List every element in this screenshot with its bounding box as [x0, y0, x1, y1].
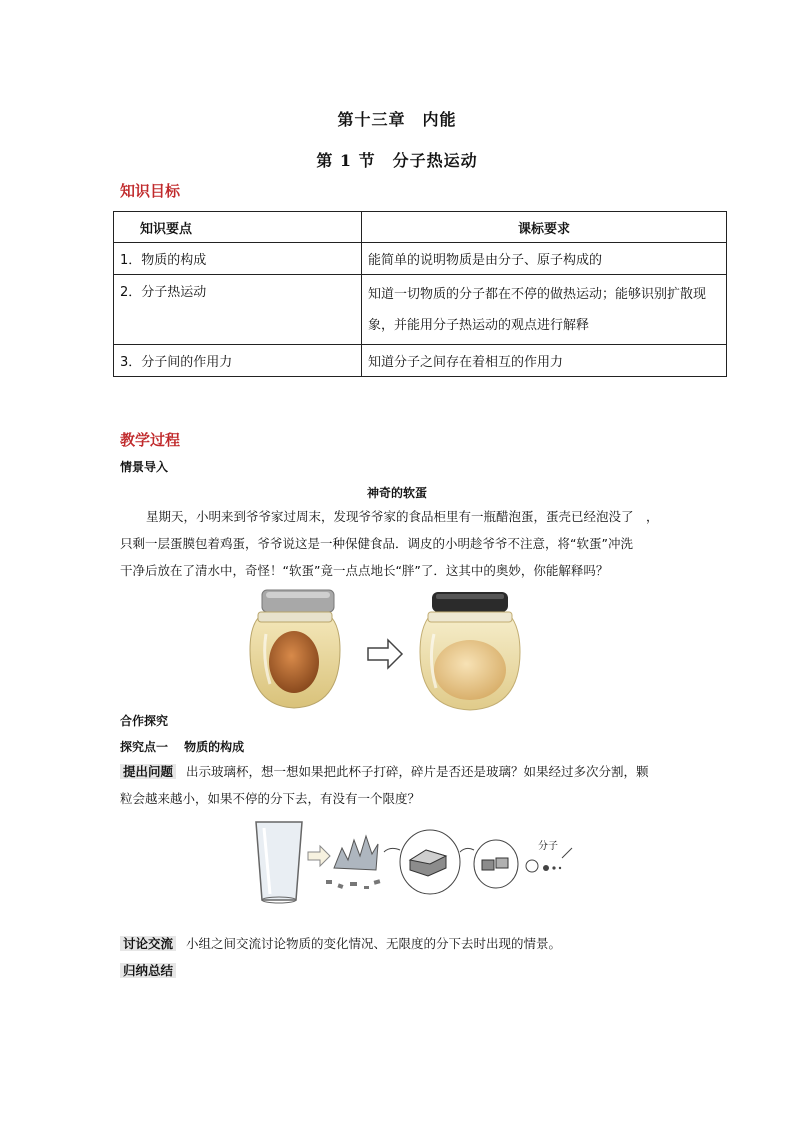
- requirement-line: 象，并能用分子热运动的观点进行解释: [368, 317, 590, 333]
- egg-jar-illustration: [244, 588, 524, 712]
- table-cell-requirement: [362, 275, 727, 345]
- coop-label: 合作探究: [120, 714, 169, 728]
- arrow-icon: [368, 640, 402, 668]
- summary-line: [120, 957, 176, 985]
- intro-label: 情景导入: [120, 460, 169, 474]
- story-line: 星期天，小明来到爷爷家过周末，发现爷爷家的食品柜里有一瓶醋泡蛋，蛋壳已经泡没了 ，: [146, 509, 659, 524]
- table-cell-point: 2．分子热运动: [114, 275, 362, 345]
- jar-after: [420, 592, 520, 710]
- jar-before: [250, 590, 340, 708]
- discuss-line: [120, 930, 561, 958]
- explore-point: 探究点一 物质的构成: [120, 740, 245, 754]
- glass-cup-icon: [256, 822, 302, 903]
- table-header-row: [114, 212, 727, 243]
- teaching-heading: 教学过程: [120, 431, 181, 449]
- chapter-title: 第十三章 内能: [337, 110, 457, 129]
- story-title: 神奇的软蛋: [366, 486, 427, 500]
- smaller-pieces-icon: [474, 840, 518, 888]
- discuss-text: 小组之间交流讨论物质的变化情况、无限度的分下去时出现的情景。: [186, 936, 562, 951]
- table-cell-point: 3．分子间的作用力: [114, 345, 362, 377]
- column-header-requirement: 课标要求: [362, 212, 727, 243]
- question-text: 出示玻璃杯，想一想如果把此杯子打碎，碎片是否还是玻璃？如果经过多次分割，颗: [186, 764, 649, 779]
- story-line: 干净后放在了清水中，奇怪！“软蛋”竟一点点地长“胖”了．这其中的奥妙，你能解释吗？: [120, 563, 609, 578]
- molecule-label: 分子: [538, 841, 558, 852]
- question-label: 提出问题: [120, 764, 176, 779]
- story-line: 只剩一层蛋膜包着鸡蛋，爷爷说这是一种保健食品．调皮的小明趁爷爷不注意，将“软蛋”冲洗: [120, 536, 633, 551]
- column-header-point: 知识要点: [114, 212, 362, 243]
- summary-label: 归纳总结: [120, 963, 176, 978]
- question-line: [120, 758, 649, 786]
- table-cell-point: 1．物质的构成: [114, 243, 362, 275]
- objectives-heading: 知识目标: [120, 182, 181, 200]
- table-row: [114, 275, 727, 345]
- requirement-line: 知道一切物质的分子都在不停的做热运动；能够识别扩散现: [368, 286, 707, 302]
- section-title: 第 1 节 分子热运动: [316, 151, 478, 170]
- table-row: [114, 243, 727, 275]
- question-line: 粒会越来越小，如果不停的分下去，有没有一个限度？: [120, 791, 421, 806]
- objectives-table: [113, 211, 727, 377]
- broken-glass-icon: [326, 836, 380, 889]
- magnified-pieces-icon: [400, 830, 460, 894]
- table-cell-requirement: 知道分子之间存在着相互的作用力: [362, 345, 727, 377]
- glass-division-illustration: [250, 818, 580, 908]
- table-cell-requirement: 能简单的说明物质是由分子、原子构成的: [362, 243, 727, 275]
- discuss-label: 讨论交流: [120, 936, 176, 951]
- table-row: [114, 345, 727, 377]
